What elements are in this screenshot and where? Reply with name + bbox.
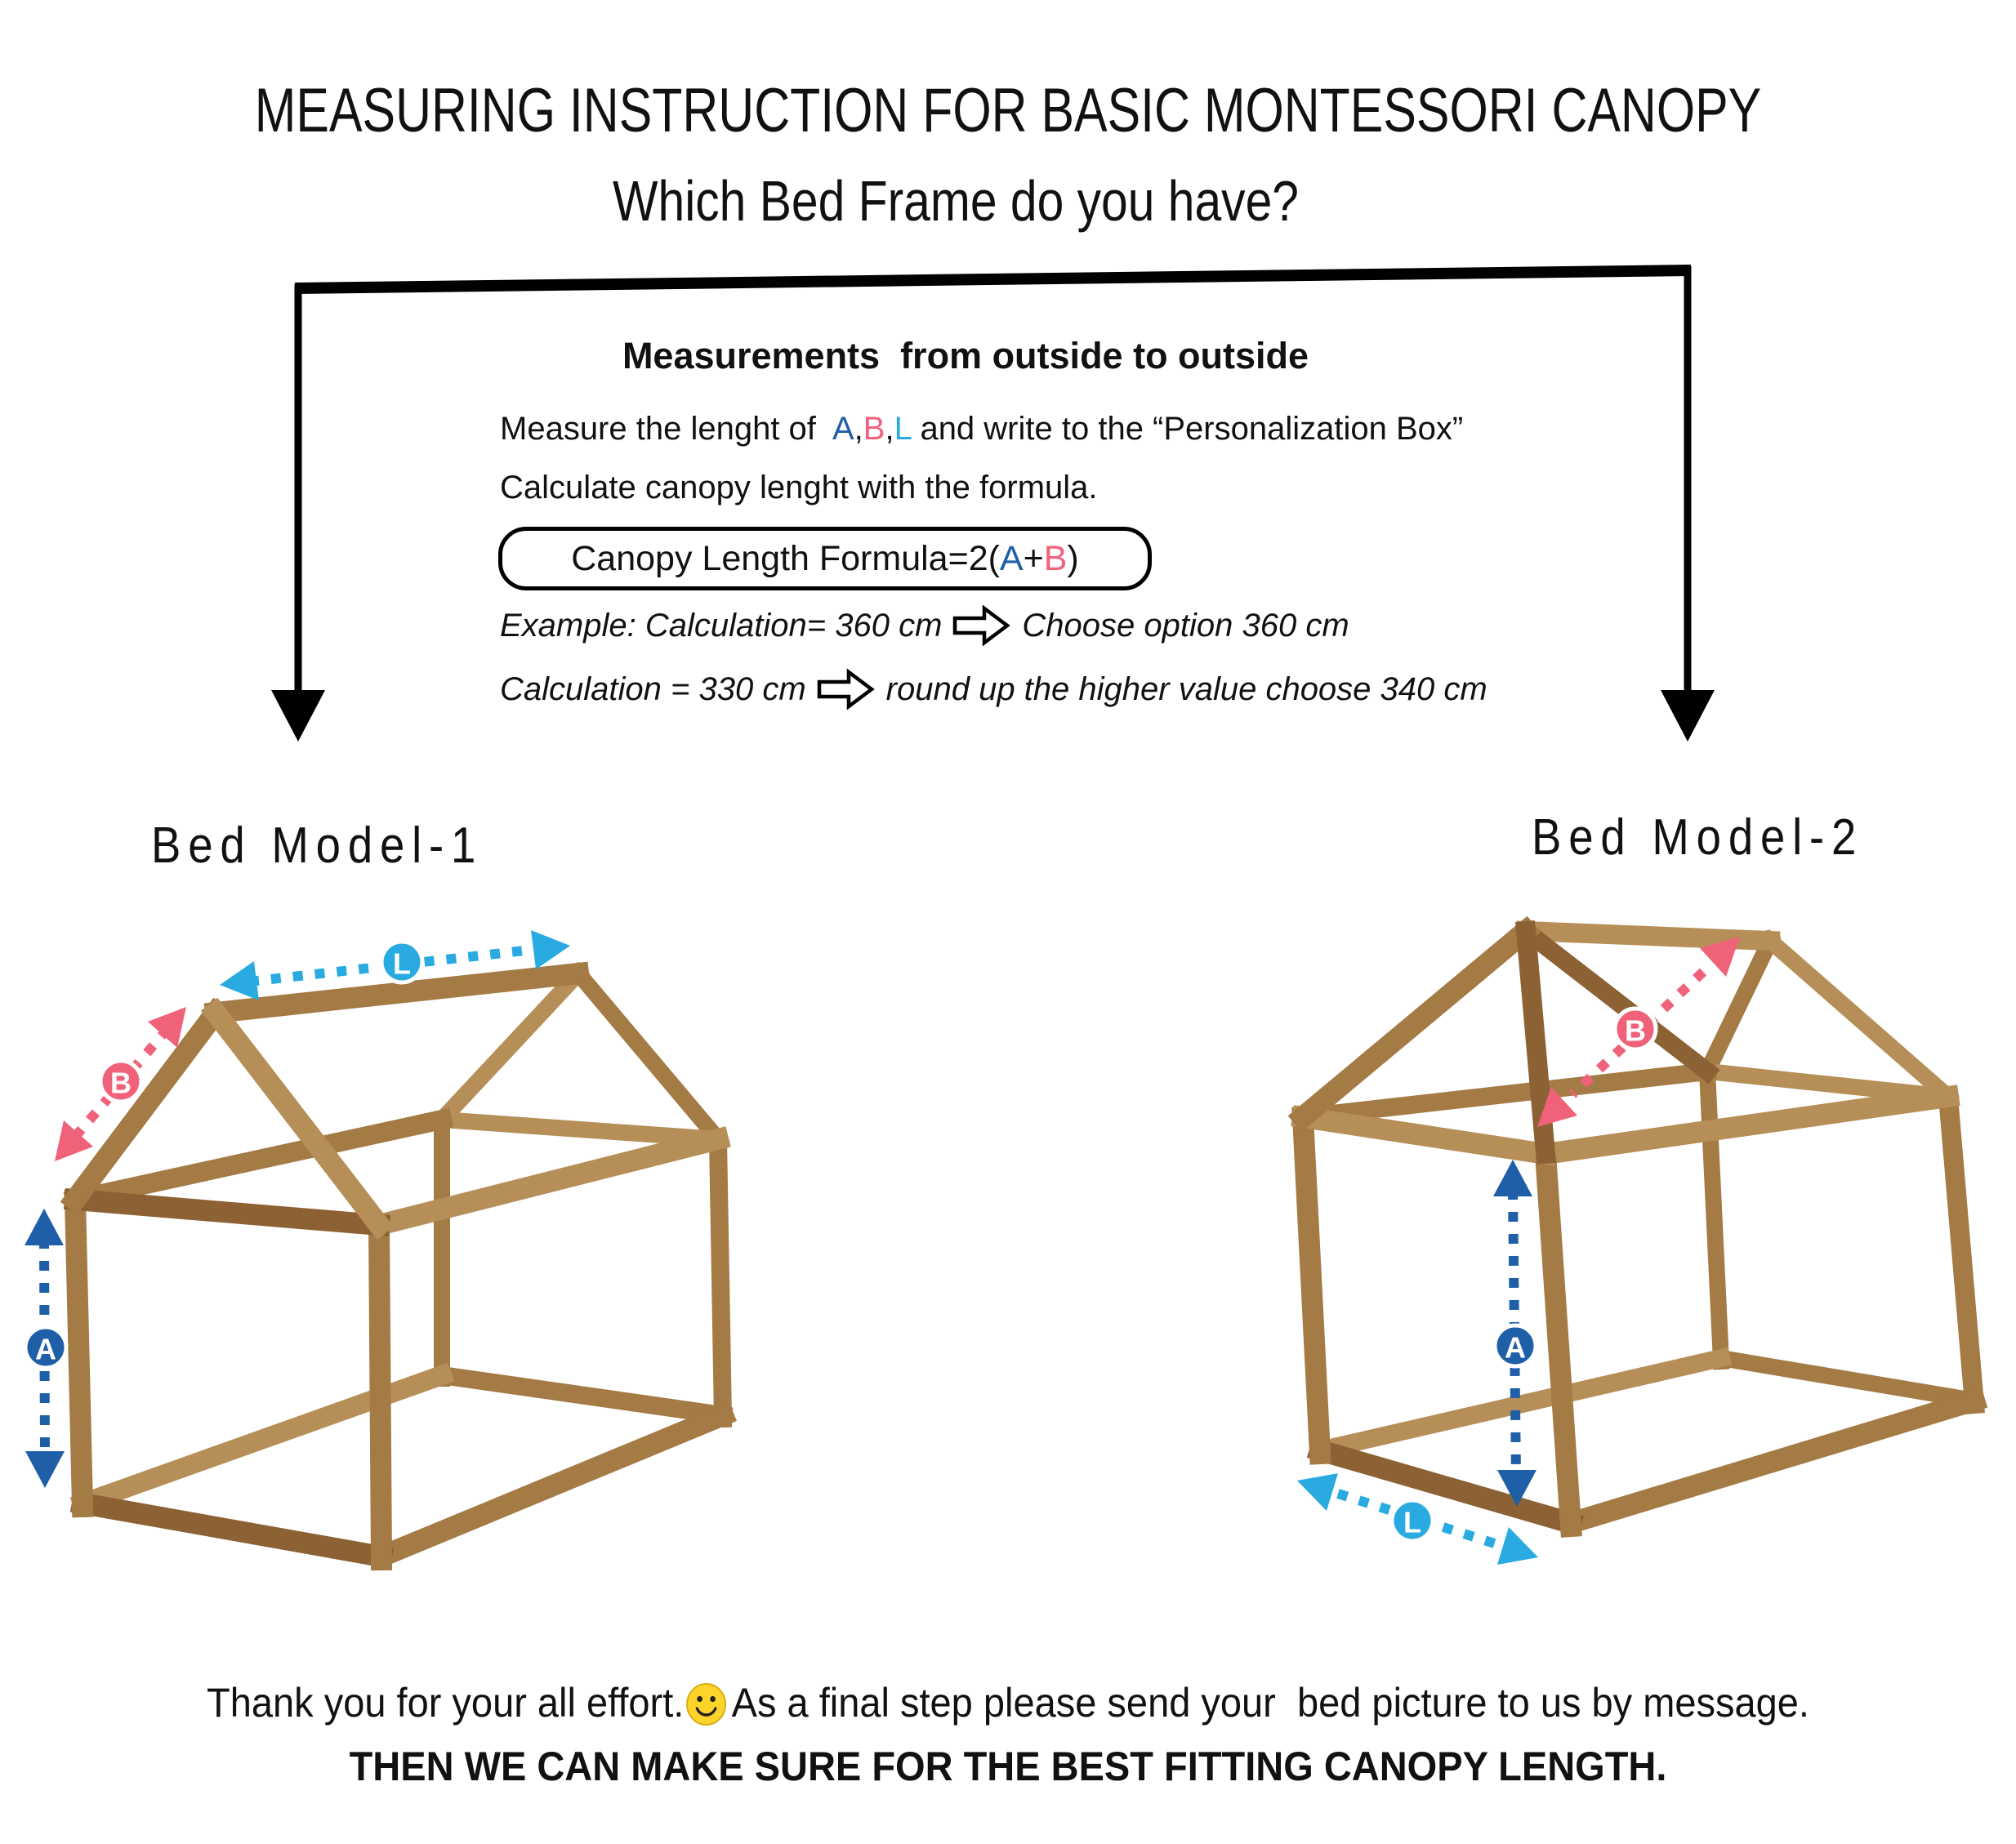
footer-after: As a final step please send your bed picture to us by message.: [731, 1680, 1809, 1726]
arrowhead-icon: [148, 1007, 186, 1048]
bed-model-2-illustration: [1297, 931, 1974, 1565]
comma: ,: [885, 411, 894, 447]
beam: [379, 1225, 381, 1560]
beam: [1320, 1450, 1571, 1523]
smiley-icon: [685, 1682, 727, 1726]
formula-b: B: [1043, 538, 1068, 578]
page-subtitle: Which Bed Frame do you have?: [613, 169, 1299, 233]
length-label: L: [1403, 1505, 1421, 1539]
beam: [379, 1139, 718, 1225]
beam: [1545, 1097, 1948, 1154]
bed-model-1-label: Bed Model-1: [151, 817, 484, 874]
arrowhead-icon: [55, 1120, 93, 1161]
beam: [1948, 1097, 1974, 1404]
arrowhead-icon: [1493, 1160, 1532, 1196]
measure-text-suffix: and write to the “Personalization Box”: [911, 411, 1464, 447]
example2-after: round up the higher value choose 340 cm: [885, 670, 1487, 707]
block-right-arrow-icon: [816, 668, 876, 710]
bed-model-1-illustration: [25, 930, 723, 1560]
beam: [381, 1415, 723, 1557]
label-b-text: B: [863, 411, 885, 447]
label-l-text: L: [894, 411, 912, 447]
bed2-height-arrow: [1493, 1160, 1537, 1507]
arrowhead-icon: [25, 1209, 64, 1245]
height-label: A: [1505, 1330, 1526, 1365]
bed1-height-arrow: [25, 1209, 66, 1488]
beam: [75, 1200, 83, 1507]
beam: [1303, 1117, 1320, 1454]
block-right-arrow-icon: [952, 604, 1012, 647]
length-label: L: [393, 946, 411, 981]
formula-text: Canopy Length Formula=2(: [571, 538, 1000, 578]
calculate-instruction-line: Calculate canopy lenght with the formula.: [500, 470, 1098, 506]
rafter-label: B: [110, 1066, 132, 1100]
formula-suffix: ): [1067, 538, 1079, 578]
measure-instruction-line: [500, 411, 1463, 448]
measure-text: Measure the lenght of: [500, 411, 832, 447]
height-label: A: [35, 1332, 56, 1366]
beam: [83, 1503, 381, 1557]
footer-bold-line: THEN WE CAN MAKE SURE FOR THE BEST FITTING CANOPY LENGTH.: [349, 1744, 1667, 1789]
arrowhead-icon: [1297, 1473, 1338, 1511]
label-a-text: A: [832, 411, 854, 447]
page-title: MEASURING INSTRUCTION FOR BASIC MONTESSORI CANOPY: [254, 76, 1762, 145]
example-line-2: [500, 668, 1487, 710]
arrowhead-icon: [1497, 1527, 1538, 1565]
bed-model-2-label: Bed Model-2: [1532, 809, 1864, 866]
arrowhead-icon: [25, 1451, 65, 1488]
beam: [1707, 1071, 1721, 1361]
rafter-label: B: [1625, 1013, 1646, 1048]
example2-before: Calculation = 330 cm: [500, 670, 806, 707]
arrowhead-icon: [531, 930, 570, 969]
beam: [442, 1120, 718, 1139]
footer-thanks-line: [60, 1679, 1956, 1726]
beam: [578, 973, 718, 1139]
beam: [1721, 1358, 1974, 1401]
beam: [1320, 1358, 1721, 1450]
beam: [75, 1200, 379, 1225]
formula-box: [498, 527, 1152, 590]
formula-a: A: [999, 538, 1024, 578]
example1-after: Choose option 360 cm: [1022, 607, 1349, 644]
footer-before: Thank you for your all effort.: [207, 1680, 685, 1726]
flow-top-bar: [295, 270, 1691, 288]
beam: [718, 1139, 723, 1419]
flow-right-arrow-icon: [1661, 690, 1715, 742]
measurements-heading: Measurements from outside to outside: [622, 335, 1309, 376]
beam: [216, 1013, 379, 1225]
beam: [1571, 1401, 1974, 1523]
formula-plus: +: [1023, 538, 1044, 578]
example-line-1: [500, 604, 1349, 647]
example1-before: Example: Calculation= 360 cm: [500, 607, 943, 644]
comma: ,: [854, 411, 863, 447]
arrowhead-icon: [220, 961, 259, 1000]
flow-left-arrow-icon: [271, 690, 325, 742]
beam: [1303, 1117, 1545, 1154]
beam: [442, 1375, 723, 1415]
beam: [1545, 1154, 1571, 1526]
